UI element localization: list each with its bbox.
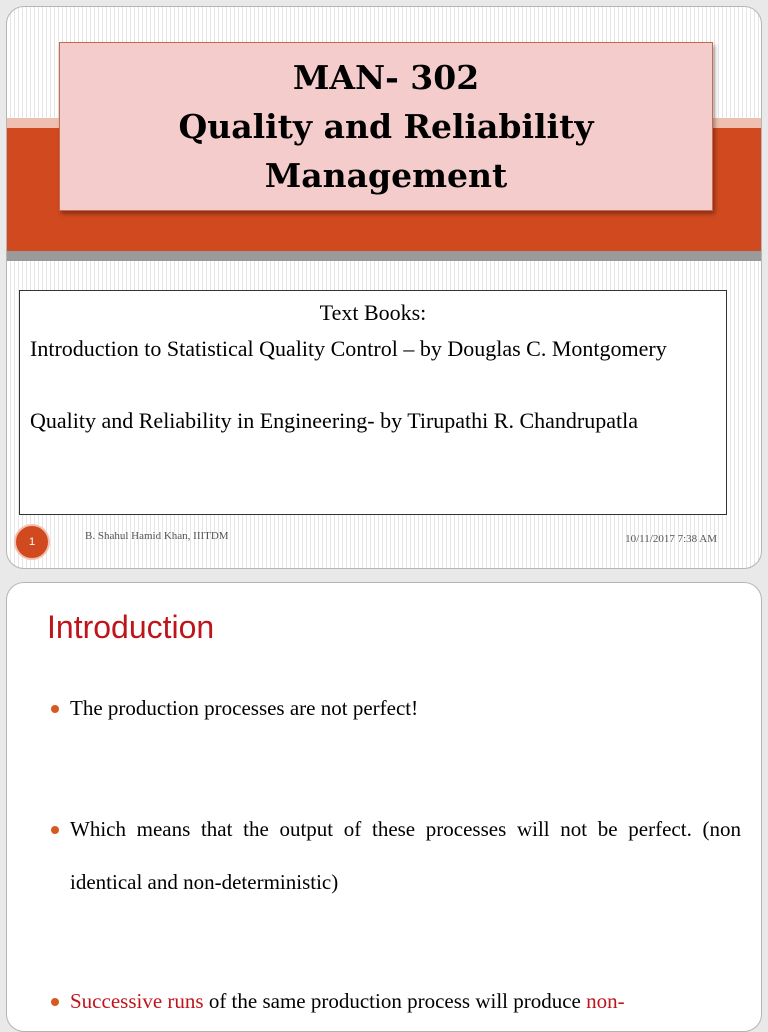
text-books-heading: Text Books: [319,300,427,325]
bullet-item [51,803,741,909]
text-books-box [19,290,727,515]
highlight-successive-runs: Successive runs [70,989,204,1013]
highlight-non: non- [586,989,625,1013]
footer-datetime: 10/11/2017 7:38 AM [625,533,717,545]
slide-1 [6,6,762,569]
book-1: Introduction to Statistical Quality Control – by Douglas C. Montgomery [30,336,667,361]
bullet-text-middle: of the same production process will produce [203,989,587,1013]
page-number-badge: 1 [14,524,50,560]
bullet-text: The production processes are not perfect! [70,696,419,720]
slide-title: Introduction [47,609,215,645]
bullet-text: Which means that the output of these processes will not be perfect. (non identical and non-deterministic) [70,817,741,894]
bullet-item [51,682,741,735]
course-title-line-1: Quality and Reliability [178,107,594,146]
course-code: MAN- 302 [292,58,480,97]
header-band-gray [7,251,761,261]
course-title-line-2: Management [264,156,508,195]
footer-author: B. Shahul Hamid Khan, IIITDM [85,530,229,542]
bullet-item [51,975,741,1028]
book-2: Quality and Reliability in Engineering- by Tirupathi R. Chandrupatla [30,408,638,433]
bullet-text [70,975,741,1028]
slide-2 [6,582,762,1032]
title-box [59,42,713,211]
